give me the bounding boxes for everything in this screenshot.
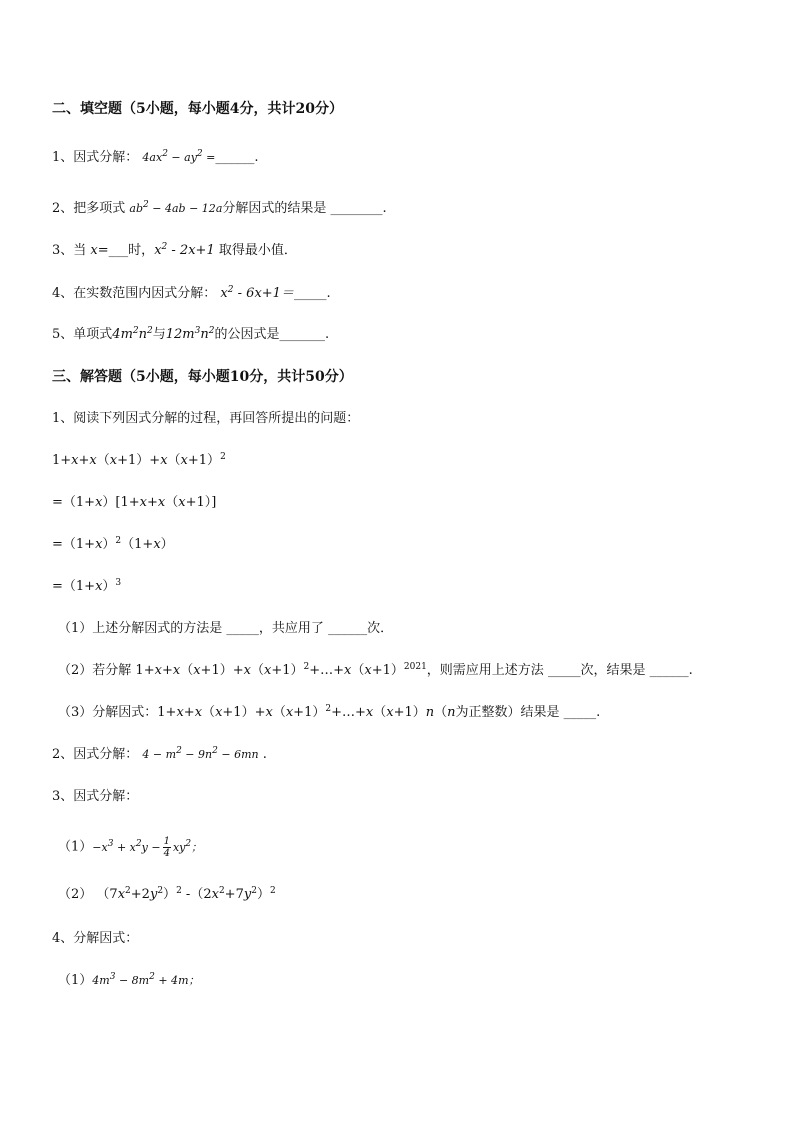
question-3-1-sub3: （3）分解因式：$1+x+x(x+1)+x(x+1)^2+\dots+x(x+1)n(n$为正整数）结果是 _____.: [58, 704, 601, 720]
derivation-step-3: $=(1+x)^2(1+x)$: [52, 536, 174, 552]
math-expression: $-x^3 + x^2y$ − $\frac{1}{4}$ $xy^2$；: [92, 836, 203, 859]
q-label: 2、把多项式: [52, 201, 126, 216]
question-3-3-label: 3、因式分解：: [52, 789, 139, 804]
question-2-4: 4、在实数范围内因式分解： $x^2$ - 6x+1＝_____.: [52, 285, 331, 301]
math-expression: $(7x^2+2y^2)^2$ $-(2x^2+7y^2)^2$: [96, 886, 276, 902]
answer-blank: _____: [547, 663, 581, 678]
question-3-1-sub2: （2）若分解 $1+x+x(x+1)+x(x+1)^2+\dots+x(x+1)^{2021}$，则需应用上述方法 _____次，结果是 ______.: [58, 662, 693, 678]
question-3-3-sub2: （2） $(7x^2+2y^2)^2$ $-(2x^2+7y^2)^2$: [58, 886, 276, 902]
answer-blank: _____: [226, 621, 259, 636]
q-label: 5、单项式: [52, 327, 113, 342]
math-expression: $1+x+x(x+1)+x(x+1)^2+\dots+x(x+1)n$: [157, 704, 435, 720]
math-expression: $x^2 - 2x+1$: [154, 242, 215, 258]
q-label: 1、因式分解：: [52, 150, 139, 165]
question-2-3: 3、当 x=___时，$x^2 - 2x+1$ 取得最小值．: [52, 242, 297, 258]
derivation-step-4: $=(1+x)^3$: [52, 578, 122, 594]
answer-blank: _____: [293, 286, 327, 301]
answer-blank: _______: [279, 327, 325, 342]
q-label: 3、当: [52, 243, 87, 258]
math-var: x: [90, 243, 98, 258]
fraction: $\frac{1}{4}$: [163, 836, 170, 859]
q-label: 2、因式分解：: [52, 747, 139, 762]
math-expression: $4m^2n^2$: [112, 326, 153, 342]
math-expression: $4ax^2 - ay^2$ =: [142, 149, 216, 164]
question-3-3-sub1: $(1)-x^3 + x^2y$ − $\frac{1}{4}$ $xy^2$；: [58, 836, 203, 859]
question-3-4-label: 4、分解因式：: [52, 931, 139, 946]
q-label: 4、在实数范围内因式分解：: [52, 286, 217, 301]
question-3-1-sub1: （1）上述分解因式的方法是 _____，共应用了 ______次．: [58, 621, 394, 636]
question-3-4-sub1: $(1)4m^3 - 8m^2 + 4m$；: [58, 972, 200, 988]
question-3-2: 2、因式分解： $4 - m^2 - 9n^2 - 6mn$ .: [52, 746, 267, 762]
derivation-step-2: =（1+x）[1+x+x（x+1）]: [52, 495, 217, 510]
answer-blank: _____: [563, 705, 597, 720]
answer-blank: ______: [649, 663, 689, 678]
section3-heading: 三、解答题（5小题，每小题10分，共计50分）: [52, 369, 353, 385]
answer-blank: ______: [215, 150, 255, 165]
math-expression: $x^2 - 6x+1=$: [220, 285, 294, 301]
answer-blank: ______: [328, 621, 368, 636]
answer-blank: ________: [330, 201, 383, 216]
math-expression: $4 - m^2 - 9n^2 - 6mn$: [142, 746, 259, 761]
derivation-step-1: $1+x+x(x+1)+x(x+1)^2$: [52, 452, 226, 468]
section2-heading: 二、填空题（5小题，每小题4分，共计20分）: [52, 101, 343, 117]
math-expression: $12m^3n^2$: [165, 326, 215, 342]
math-expression: $1+x+x(x+1)+x(x+1)^2+\dots+x(x+1)^{2021}$: [135, 662, 427, 678]
answer-blank: ___: [108, 243, 129, 258]
question-2-5: 5、单项式$4m^2n^2$与$12m^3n^2$的公因式是_______.: [52, 326, 330, 342]
question-2-2: 2、把多项式 $ab^2 - 4ab - 12a$分解因式的结果是 ________.: [52, 200, 387, 216]
math-expression: $4m^3 - 8m^2 + 4m$；: [92, 972, 200, 987]
question-3-1-label: 1、阅读下列因式分解的过程，再回答所提出的问题：: [52, 411, 360, 426]
question-2-1: 1、因式分解： $4ax^2 - ay^2$ =______.: [52, 149, 259, 165]
math-expression: $ab^2 - 4ab - 12a$: [129, 200, 223, 215]
